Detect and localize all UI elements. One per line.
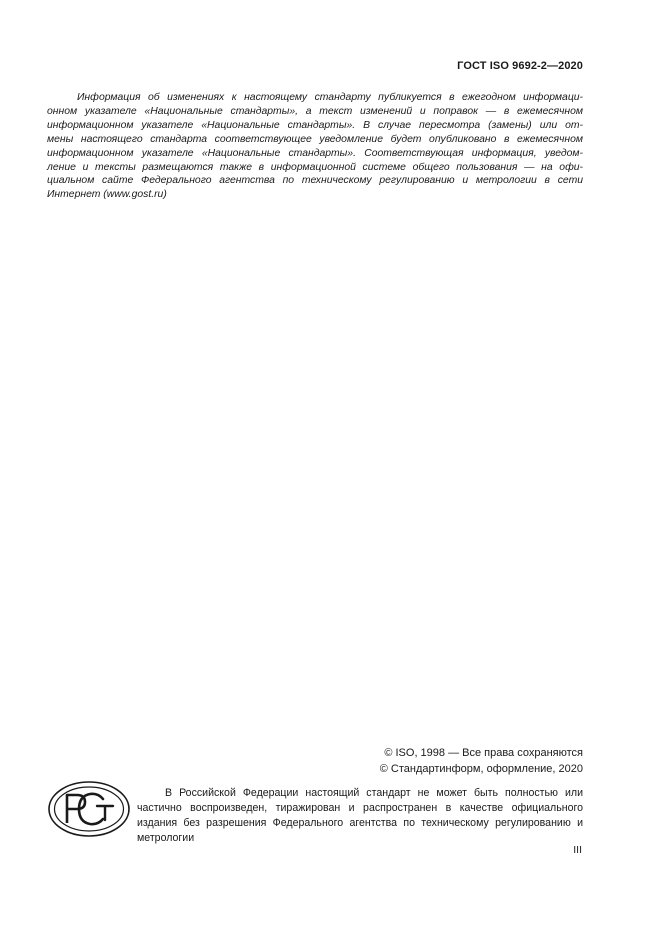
info-line: Информация об изменениях к настоящему стандарту публикуется в ежегодном информаци- [77,92,583,103]
notice-line: метрологии [137,832,195,844]
info-line: информационном указателе «Национальные стандарты». В случае пересмотра (замены) или от- [47,119,583,131]
notice-line: В Российской Федерации настоящий стандарт не может быть полностью или [165,787,583,799]
notice-line: издания без разрешения Федерального агентства по техническому регулированию и [137,817,583,829]
info-line: мены настоящего стандарта соответствующее уведомление будет опубликовано в ежемесячном [47,133,583,145]
notice-line: частично воспроизведен, тиражирован и распространен в качестве официального [137,802,583,814]
copyright-publisher: © Стандартинформ, оформление, 2020 [379,763,583,775]
info-line: информационном указателе «Национальные стандарты». Соответствующая информация, уведом- [47,147,583,159]
page-number: III [573,844,582,856]
rst-certification-logo-icon [47,780,131,838]
info-line: онном указателе «Национальные стандарты», а текст изменений и поправок — в ежемесячном [47,105,583,117]
copyright-block [380,745,583,777]
info-line: циальном сайте Федерального агентства по техническому регулированию и метрологии в сети [47,175,583,187]
copyright-iso: © ISO, 1998 — Все права сохраняются [384,747,583,759]
info-line: ление и тексты размещаются также в информационной системе общего пользования — на офи- [47,161,583,173]
info-paragraph [47,91,583,202]
info-line: Интернет (www.gost.ru) [47,189,167,201]
reproduction-notice [137,786,583,846]
standard-code: ГОСТ ISO 9692-2—2020 [457,60,583,72]
